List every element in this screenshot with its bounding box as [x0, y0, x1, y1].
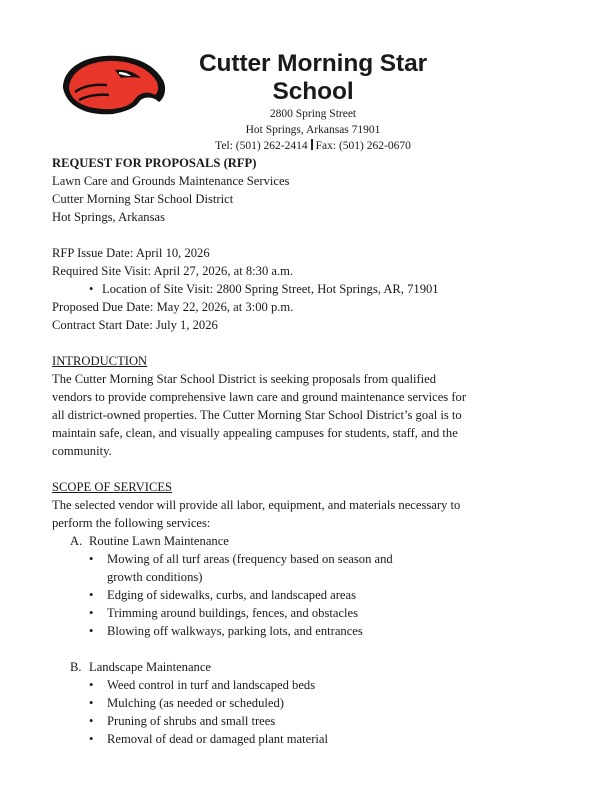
school-name: Cutter Morning Star School [198, 50, 428, 105]
address-line-1: 2800 Spring Street [269, 108, 357, 120]
list-item: • Mowing of all turf areas (frequency based on season and growth conditions) [52, 550, 407, 586]
telephone: Tel: (501) 262-2414 [215, 140, 308, 152]
scope-line: perform the following services: [52, 516, 211, 530]
rfp-subtitle: Lawn Care and Grounds Maintenance Services [52, 174, 290, 188]
site-visit-date: Required Site Visit: April 27, 2026, at 8:30 a.m. [52, 264, 294, 278]
list-item: • Weed control in turf and landscaped beds [52, 676, 572, 694]
address-line-2: Hot Springs, Arkansas 71901 [245, 124, 381, 136]
contract-start-date: Contract Start Date: July 1, 2026 [52, 318, 218, 332]
list-item: • Edging of sidewalks, curbs, and landscaped areas [52, 586, 572, 604]
intro-line: vendors to provide comprehensive lawn care and ground maintenance services for [52, 390, 467, 404]
scope-line: The selected vendor will provide all labor, equipment, and materials necessary to [52, 498, 461, 512]
section-b-heading: B. Landscape Maintenance [70, 660, 212, 674]
list-item: • Pruning of shrubs and small trees [52, 712, 572, 730]
site-visit-location: • Location of Site Visit: 2800 Spring Street, Hot Springs, AR, 71901 [52, 280, 572, 298]
fax: Fax: (501) 262-0670 [315, 140, 411, 152]
issue-date: RFP Issue Date: April 10, 2026 [52, 246, 210, 260]
rfp-district: Cutter Morning Star School District [52, 192, 234, 206]
list-item: • Removal of dead or damaged plant material [52, 730, 572, 748]
rfp-location: Hot Springs, Arkansas [52, 210, 165, 224]
list-item: • Mulching (as needed or scheduled) [52, 694, 572, 712]
list-item: • Trimming around buildings, fences, and obstacles [52, 604, 572, 622]
rfp-title: REQUEST FOR PROPOSALS (RFP) [52, 156, 257, 170]
eagle-logo-icon [55, 52, 171, 118]
scope-heading: SCOPE OF SERVICES [52, 480, 173, 494]
letterhead [160, 50, 466, 154]
intro-line: maintain safe, clean, and visually appealing campuses for students, staff, and the [52, 426, 458, 440]
contact-line [160, 138, 466, 154]
separator [311, 139, 313, 150]
introduction-heading: INTRODUCTION [52, 354, 148, 368]
due-date: Proposed Due Date: May 22, 2026, at 3:00 p.m. [52, 300, 294, 314]
intro-line: all district-owned properties. The Cutter Morning Star School District’s goal is to [52, 408, 462, 422]
intro-line: community. [52, 444, 112, 458]
intro-line: The Cutter Morning Star School District is seeking proposals from qualified [52, 372, 437, 386]
list-item: • Blowing off walkways, parking lots, and entrances [52, 622, 572, 640]
document-body [52, 154, 572, 748]
section-a-heading: A. Routine Lawn Maintenance [70, 534, 229, 548]
